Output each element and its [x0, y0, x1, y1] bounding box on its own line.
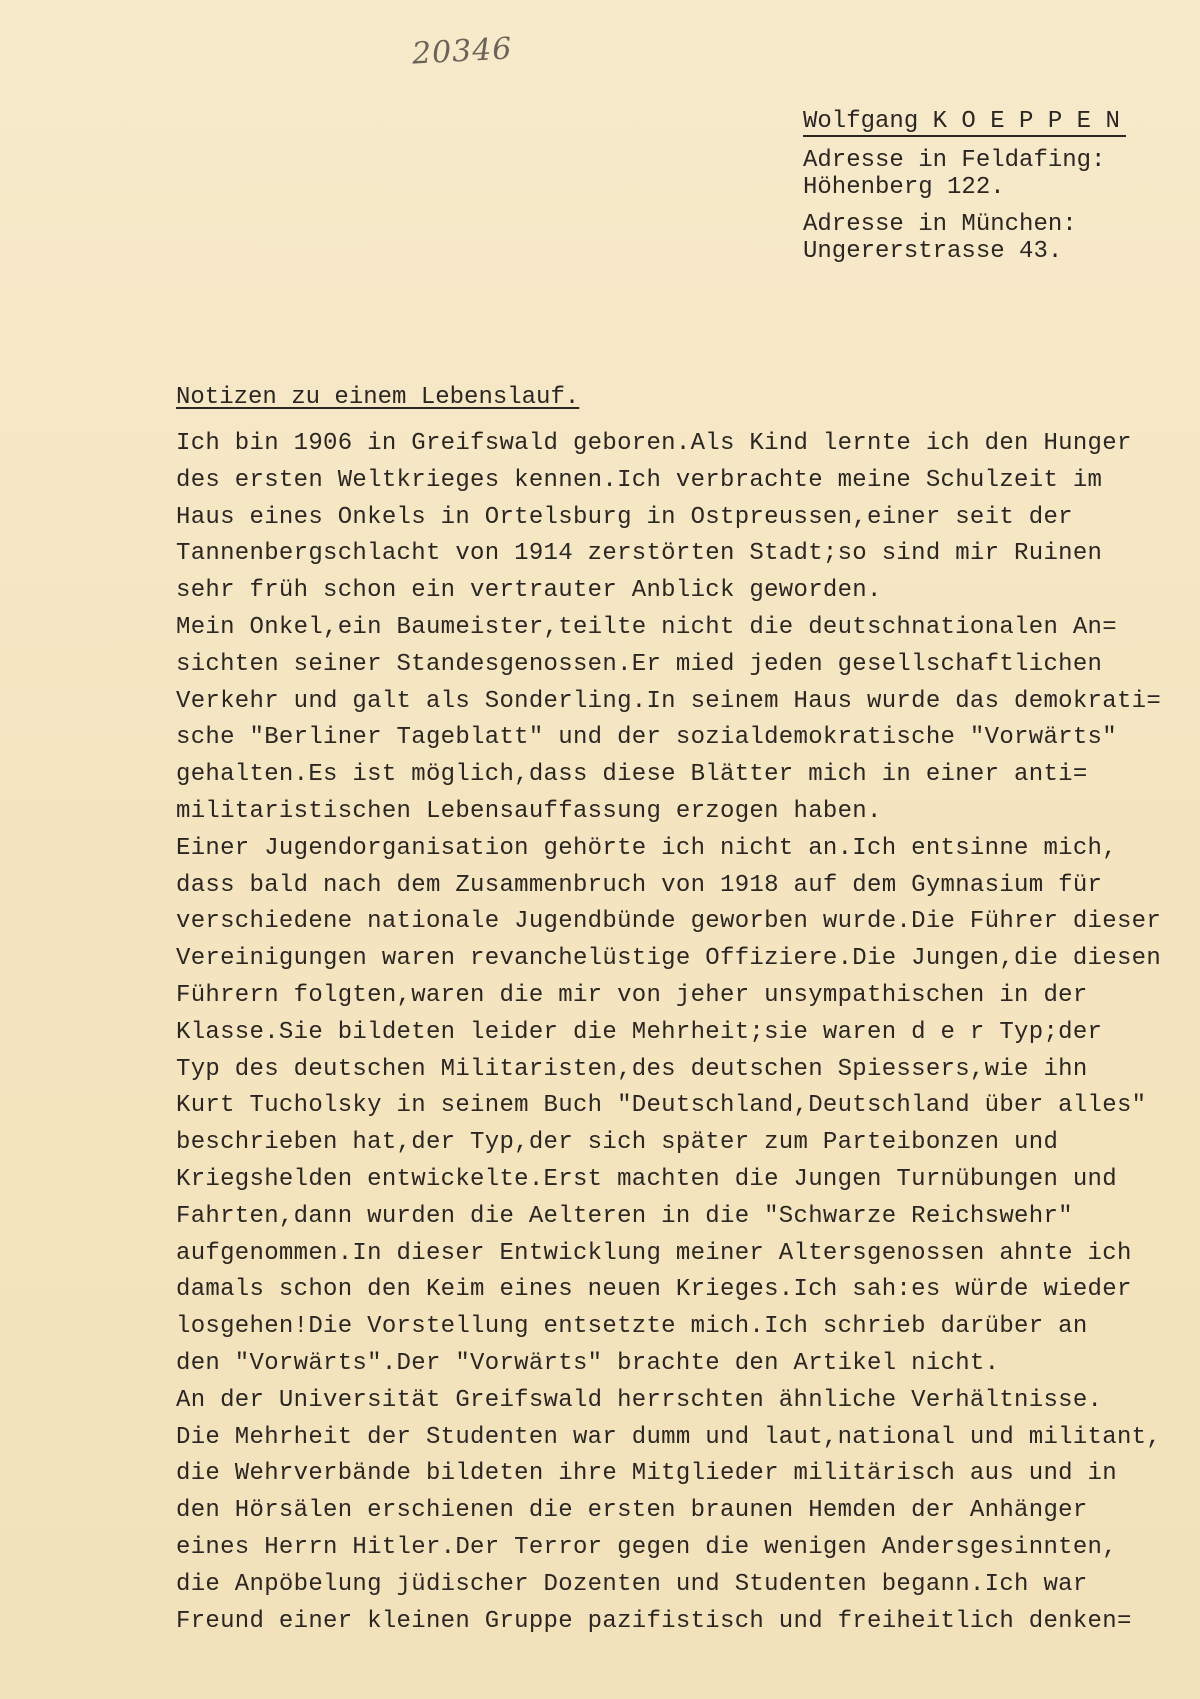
address-line: Adresse in Feldafing:: [803, 147, 1106, 174]
address-block: [803, 147, 1183, 265]
body-line: losgehen!Die Vorstellung entsetzte mich.Ich schrieb darüber an: [176, 1313, 1088, 1341]
author-name: Wolfgang K O E P P E N: [803, 109, 1126, 137]
body-line: damals schon den Keim eines neuen Krieges.Ich sah:es würde wieder: [176, 1276, 1132, 1304]
body-line: die Anpöbelung jüdischer Dozenten und Studenten begann.Ich war: [176, 1570, 1088, 1598]
body-line: die Wehrverbände bildeten ihre Mitglieder militärisch aus und in: [176, 1460, 1117, 1488]
body-line: den Hörsälen erschienen die ersten braunen Hemden der Anhänger: [176, 1497, 1088, 1525]
body-line: verschiedene nationale Jugendbünde geworben wurde.Die Führer dieser: [176, 908, 1162, 936]
body-line: Typ des deutschen Militaristen,des deutschen Spiessers,wie ihn: [176, 1055, 1088, 1083]
body-line: Tannenbergschlacht von 1914 zerstörten Stadt;so sind mir Ruinen: [176, 540, 1103, 568]
body-line: sehr früh schon ein vertrauter Anblick geworden.: [176, 577, 882, 605]
body-line: Einer Jugendorganisation gehörte ich nicht an.Ich entsinne mich,: [176, 834, 1117, 862]
body-line: beschrieben hat,der Typ,der sich später zum Parteibonzen und: [176, 1129, 1059, 1157]
body-line: aufgenommen.In dieser Entwicklung meiner Altersgenossen ahnte ich: [176, 1239, 1132, 1267]
body-line: Fahrten,dann wurden die Aelteren in die "Schwarze Reichswehr": [176, 1202, 1073, 1230]
body-line: Die Mehrheit der Studenten war dumm und laut,national und militant,: [176, 1423, 1162, 1451]
body-line: An der Universität Greifswald herrschten ähnliche Verhältnisse.: [176, 1386, 1103, 1414]
body-line: eines Herrn Hitler.Der Terror gegen die wenigen Andersgesinnten,: [176, 1533, 1117, 1561]
body-line: dass bald nach dem Zusammenbruch von 1918 auf dem Gymnasium für: [176, 871, 1103, 899]
body-line: sche "Berliner Tageblatt" und der sozialdemokratische "Vorwärts": [176, 724, 1117, 752]
body-line: des ersten Weltkrieges kennen.Ich verbrachte meine Schulzeit im: [176, 466, 1103, 494]
body-line: Führern folgten,waren die mir von jeher unsympathischen in der: [176, 981, 1088, 1009]
body-line: Kriegshelden entwickelte.Erst machten die Jungen Turnübungen und: [176, 1165, 1117, 1193]
address-line: Adresse in München:: [803, 211, 1077, 238]
address-gap: [803, 201, 1183, 211]
body-line: gehalten.Es ist möglich,dass diese Blätter mich in einer anti=: [176, 761, 1088, 789]
author-header: [803, 108, 1183, 265]
body-line: Haus eines Onkels in Ortelsburg in Ostpreussen,einer seit der: [176, 503, 1073, 531]
body-text: [176, 426, 1186, 1640]
body-line: Mein Onkel,ein Baumeister,teilte nicht die deutschnationalen An=: [176, 613, 1117, 641]
body-line: Ich bin 1906 in Greifswald geboren.Als Kind lernte ich den Hunger: [176, 430, 1132, 457]
body-line: den "Vorwärts".Der "Vorwärts" brachte den Artikel nicht.: [176, 1349, 1000, 1377]
body-line: militaristischen Lebensauffassung erzogen haben.: [176, 797, 882, 825]
address-line: Ungererstrasse 43.: [803, 238, 1063, 265]
body-line: Kurt Tucholsky in seinem Buch "Deutschland,Deutschland über alles": [176, 1092, 1147, 1120]
handwritten-archive-number: 20346: [411, 31, 514, 72]
body-line: Vereinigungen waren revanchelüstige Offiziere.Die Jungen,die diesen: [176, 945, 1162, 973]
body-line: Verkehr und galt als Sonderling.In seinem Haus wurde das demokrati=: [176, 687, 1162, 715]
address-line: Höhenberg 122.: [803, 174, 1005, 201]
body-line: sichten seiner Standesgenossen.Er mied jeden gesellschaftlichen: [176, 650, 1103, 678]
body-line: Klasse.Sie bildeten leider die Mehrheit;sie waren d e r Typ;der: [176, 1018, 1103, 1046]
body-line: Freund einer kleinen Gruppe pazifistisch und freiheitlich denken=: [176, 1607, 1132, 1635]
document-title: Notizen zu einem Lebenslauf.: [176, 384, 580, 411]
